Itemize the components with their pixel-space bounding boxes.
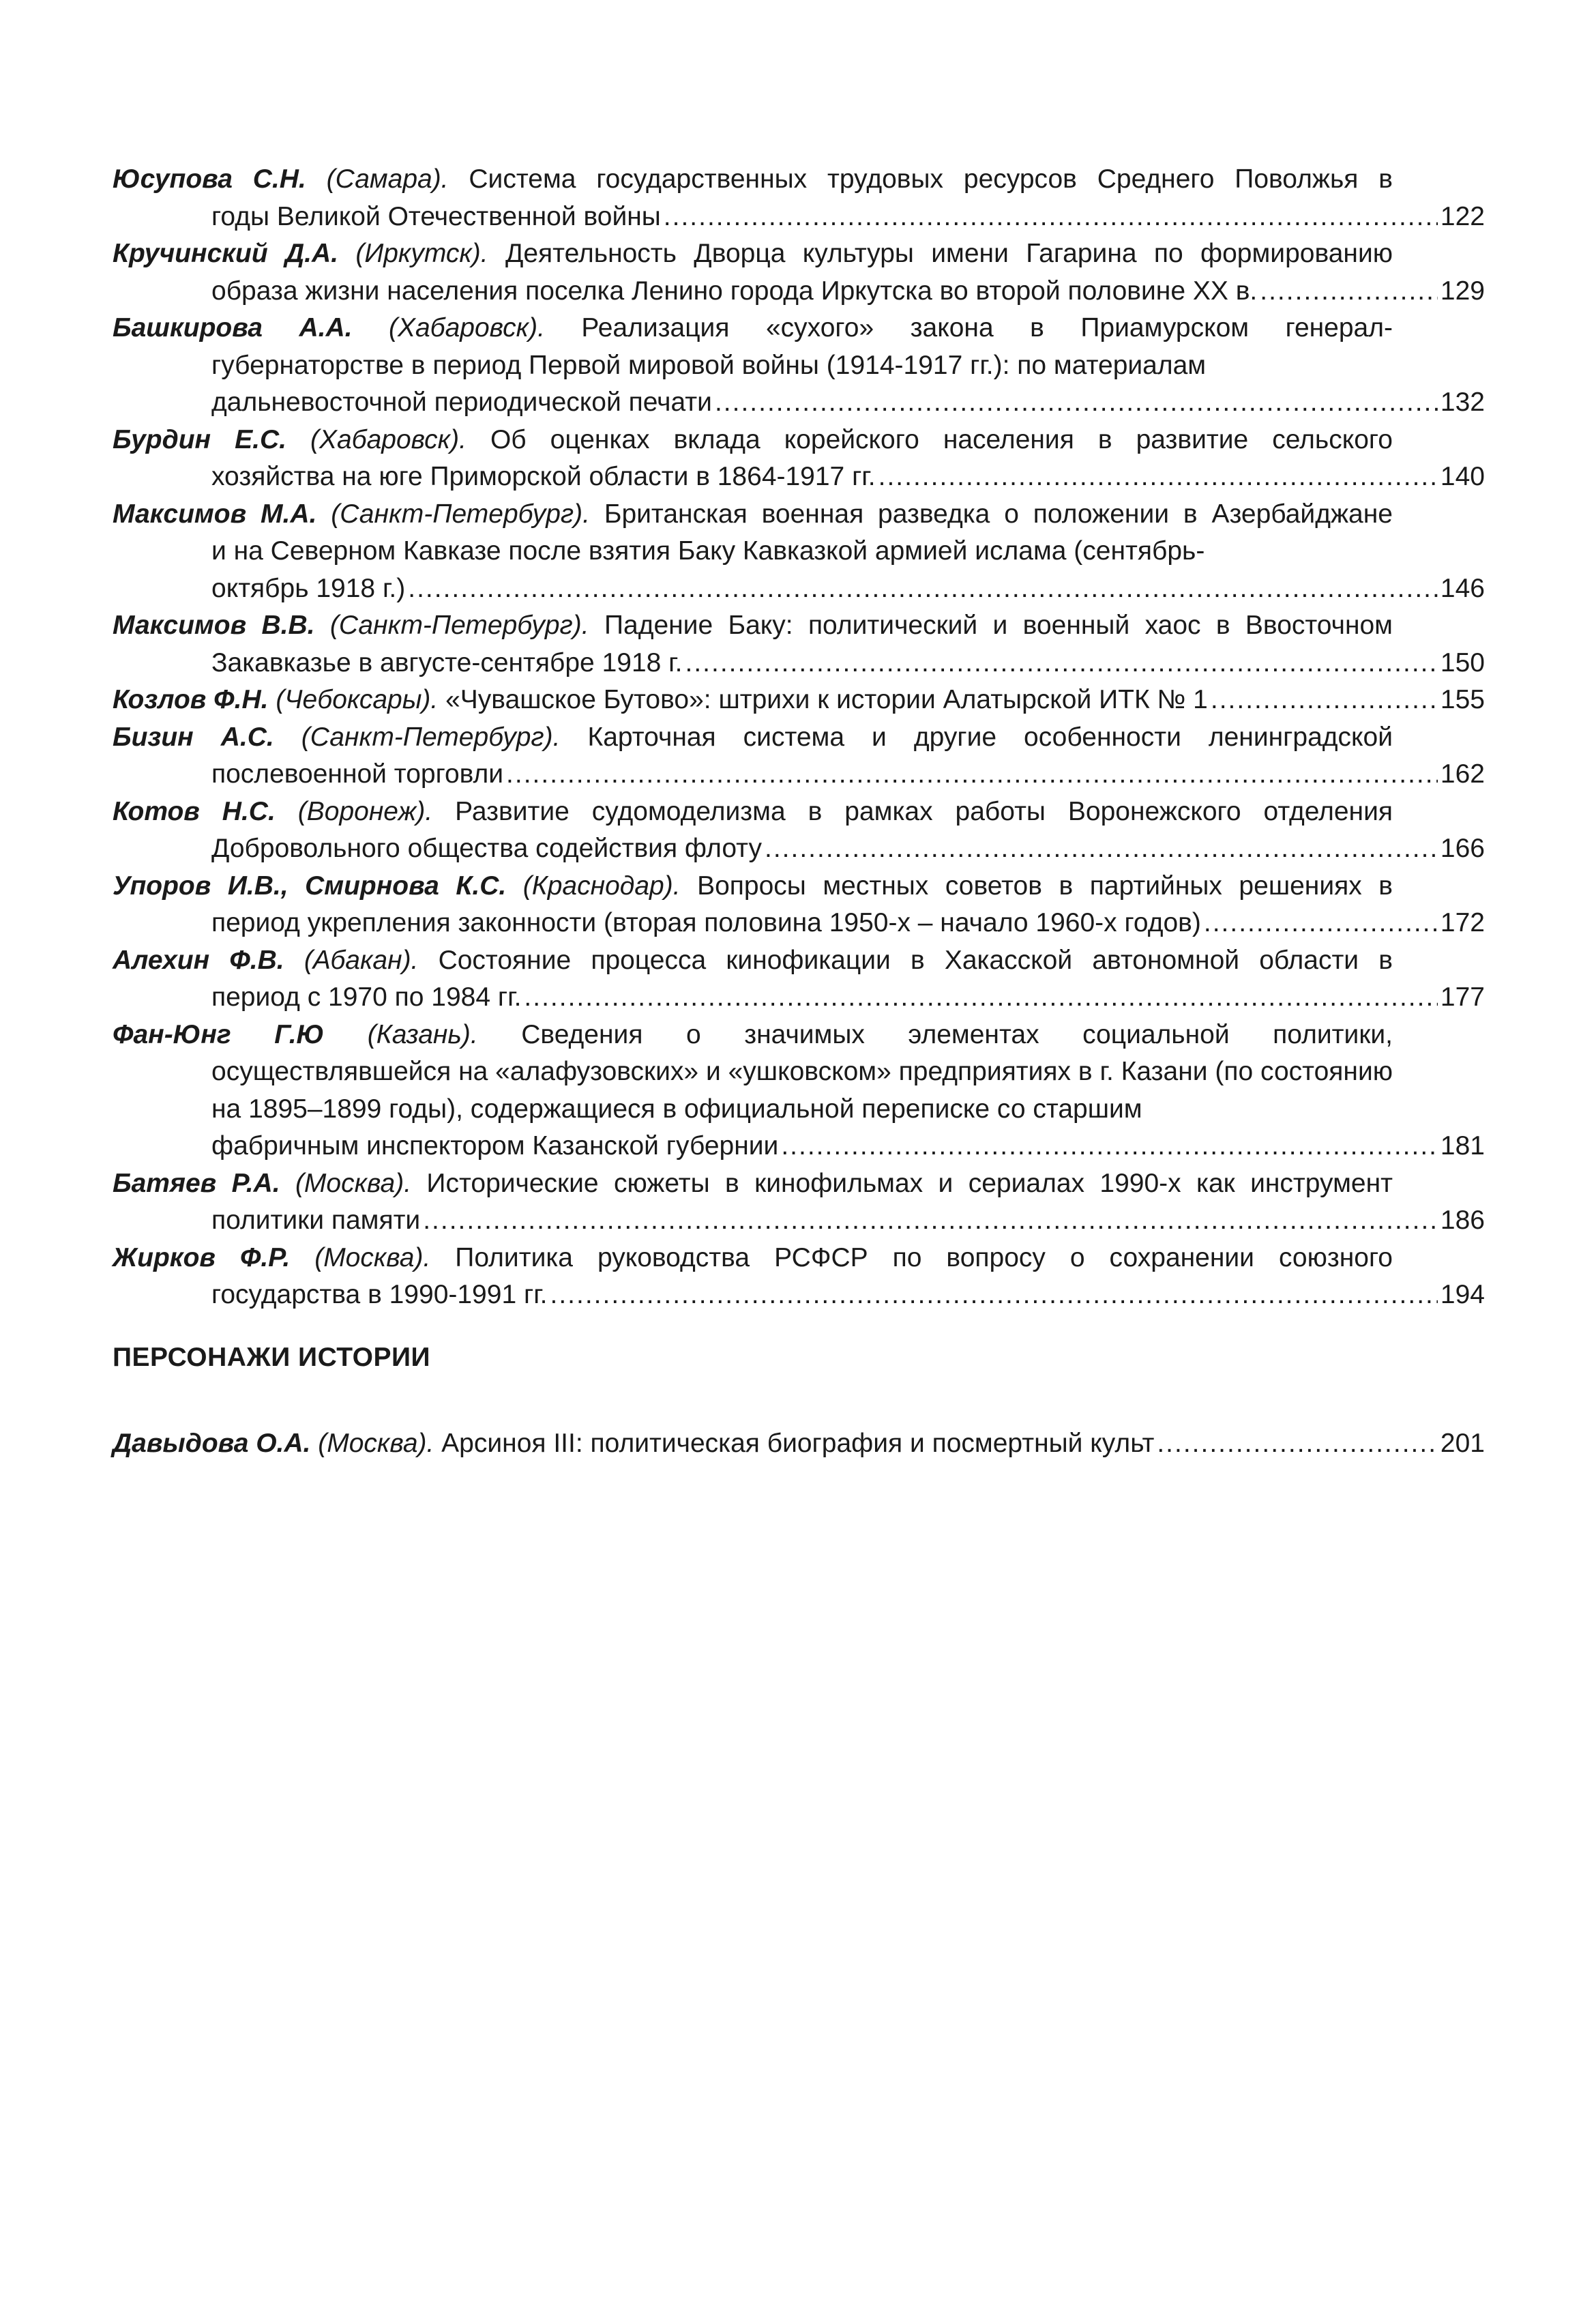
page-number: 177 [1440, 982, 1485, 1012]
toc-entry-first-line [113, 607, 1485, 645]
author-city: (Хабаровск). [310, 424, 467, 454]
article-title-end: период с 1970 по 1984 гг. [211, 982, 522, 1012]
toc-entry-first-line [113, 235, 1485, 273]
article-title: Развитие судомоделизма в рамках работы Воронежского отделения [455, 796, 1393, 826]
author-city: (Москва). [295, 1168, 412, 1198]
toc-entry-first-line [113, 868, 1485, 905]
author-city: (Чебоксары). [276, 685, 439, 714]
page-number: 172 [1440, 908, 1485, 937]
author-city: (Казань). [367, 1019, 478, 1049]
page-number: 129 [1440, 276, 1485, 306]
page-number: 181 [1440, 1131, 1485, 1161]
page-number: 201 [1440, 1429, 1485, 1458]
toc-entry [113, 868, 1485, 942]
page-number: 162 [1440, 759, 1485, 789]
author-name: Башкирова А.А. [113, 313, 353, 342]
author-name: Максимов В.В. [113, 611, 315, 640]
toc-entry [113, 310, 1485, 422]
article-title-end: октябрь 1918 г.) [211, 573, 406, 603]
article-title-end: годы Великой Отечественной войны [211, 201, 661, 231]
toc-entry [113, 719, 1485, 793]
toc-entry-first-line [113, 161, 1485, 199]
toc-entry-first-line [113, 1017, 1485, 1054]
dot-leader [1157, 1425, 1438, 1463]
toc-entry-first-line [113, 1165, 1485, 1203]
toc-entry [113, 682, 1485, 719]
article-title: Состояние процесса кинофикации в Хакасской автономной области в [438, 945, 1393, 975]
article-title: Об оценках вклада корейского населения в развитие сельского [490, 424, 1393, 454]
article-title-end: политики памяти [211, 1206, 421, 1235]
author-name: Котов Н.С. [113, 796, 276, 826]
dot-leader [408, 570, 1438, 608]
dot-leader [781, 1128, 1438, 1165]
toc-entry [113, 942, 1485, 1017]
article-title-end: Закавказье в августе-сентябре 1918 г. [211, 647, 683, 677]
toc-entry-first-line [113, 496, 1485, 534]
dot-leader [664, 199, 1438, 236]
author-city: (Иркутск). [355, 239, 488, 268]
toc-entry [113, 235, 1485, 310]
article-title-end: фабричным инспектором Казанской губернии [211, 1131, 779, 1161]
dot-leader [715, 384, 1438, 422]
article-title-end: период укрепления законности (вторая половина 1950-х – начало 1960-х годов) [211, 908, 1201, 937]
page-number: 166 [1440, 834, 1485, 863]
page-number: 140 [1440, 462, 1485, 491]
dot-leader [878, 458, 1438, 496]
toc-entry [113, 1165, 1485, 1240]
article-title: Карточная система и другие особенности ленинградской [587, 722, 1393, 752]
article-title: Реализация «сухого» закона в Приамурском генерал- [581, 313, 1393, 342]
toc-entry-first-line [113, 310, 1485, 347]
toc-entry-first-line [113, 1240, 1485, 1277]
article-title-end: дальневосточной периодической печати [211, 388, 712, 417]
toc-entry-text [113, 1425, 1154, 1463]
author-name: Бизин А.С. [113, 722, 274, 752]
toc-entry [113, 1425, 1485, 1463]
dot-leader [550, 1277, 1438, 1314]
article-title: «Чувашское Бутово»: штрихи к истории Алатырской ИТК № 1 [445, 685, 1208, 714]
dot-leader [524, 979, 1438, 1017]
page-number: 155 [1440, 685, 1485, 714]
page-number: 186 [1440, 1206, 1485, 1235]
toc-entry [113, 161, 1485, 235]
dot-leader [423, 1202, 1438, 1240]
article-title: Падение Баку: политический и военный хаос в Ввосточном [604, 611, 1393, 640]
page-number: 194 [1440, 1280, 1485, 1309]
toc-entry-text [113, 682, 1208, 719]
author-city: (Санкт-Петербург). [301, 722, 561, 752]
page-number: 122 [1440, 201, 1485, 231]
author-city: (Москва). [314, 1242, 431, 1272]
author-name: Козлов Ф.Н. [113, 685, 269, 714]
author-name: Фан-Юнг Г.Ю [113, 1019, 325, 1049]
author-name: Давыдова О.А. [113, 1429, 311, 1458]
author-city: (Москва). [318, 1429, 434, 1458]
article-title-end: хозяйства на юге Приморской области в 1864-1917 гг. [211, 462, 876, 491]
article-title: Политика руководства РСФСР по вопросу о сохранении союзного [455, 1242, 1393, 1272]
page-number: 150 [1440, 647, 1485, 677]
page-number: 146 [1440, 573, 1485, 603]
article-title-continued: осуществлявшейся на «алафузовских» и «ушковском» предприятиях в г. Казани (по состоянию на 1895–1899 годы), содержащиеся в официальной переписке со старшим [211, 1057, 1393, 1124]
dot-leader [506, 756, 1438, 793]
article-title-end: государства в 1990-1991 гг. [211, 1280, 548, 1309]
author-city: (Абакан). [304, 945, 419, 975]
author-name: Алехин Ф.В. [113, 945, 284, 975]
article-title: Вопросы местных советов в партийных решениях в [697, 871, 1393, 901]
dot-leader [1211, 682, 1438, 719]
dot-leader [1204, 905, 1438, 942]
article-title: Система государственных трудовых ресурсов Среднего Поволжья в [469, 164, 1393, 194]
article-title: Исторические сюжеты в кинофильмах и сериалах 1990-х как инструмент [426, 1168, 1393, 1198]
toc-entry-first-line [113, 793, 1485, 831]
author-city: (Воронеж). [297, 796, 433, 826]
toc-entry-first-line [113, 719, 1485, 757]
author-city: (Хабаровск). [388, 313, 545, 342]
author-city: (Самара). [326, 164, 449, 194]
author-name: Батяев Р.А. [113, 1168, 280, 1198]
section-title: ПЕРСОНАЖИ ИСТОРИИ [113, 1343, 431, 1372]
article-title-end: послевоенной торговли [211, 759, 504, 789]
author-name: Юсупова С.Н. [113, 164, 306, 194]
article-title: Британская военная разведка о положении в Азербайджане [604, 499, 1393, 529]
toc-entry [113, 607, 1485, 682]
toc-entry [113, 496, 1485, 608]
article-title: Деятельность Дворца культуры имени Гагарина по формированию [505, 239, 1393, 268]
article-title: Сведения о значимых элементах социальной политики, [521, 1019, 1393, 1049]
author-city: (Краснодар). [522, 871, 681, 901]
article-title-continued: губернаторстве в период Первой мировой войны (1914-1917 гг.): по материалам [211, 350, 1207, 380]
page-number: 132 [1440, 388, 1485, 417]
toc-entry-first-line [113, 942, 1485, 980]
toc-entry [113, 1240, 1485, 1314]
article-title-end: образа жизни населения поселка Ленино города Иркутска во второй половине XX в. [211, 276, 1258, 306]
table-of-contents [113, 161, 1485, 1314]
author-name: Жирков Ф.Р. [113, 1242, 291, 1272]
author-city: (Санкт-Петербург). [331, 499, 590, 529]
dot-leader [765, 830, 1438, 868]
author-name: Упоров И.В., Смирнова К.С. [113, 871, 507, 901]
toc-entry [113, 422, 1485, 496]
dot-leader [1260, 273, 1438, 310]
toc-entry [113, 793, 1485, 868]
article-title-continued: и на Северном Кавказе после взятия Баку Кавказкой армией ислама (сентябрь- [211, 536, 1205, 566]
author-name: Бурдин Е.С. [113, 424, 286, 454]
author-name: Кручинский Д.А. [113, 239, 339, 268]
article-title-end: Добровольного общества содействия флоту [211, 834, 762, 863]
dot-leader [685, 645, 1437, 682]
article-title: Арсиноя III: политическая биография и посмертный культ [441, 1429, 1155, 1458]
toc-entry-first-line [113, 422, 1485, 459]
author-city: (Санкт-Петербург). [329, 611, 589, 640]
author-name: Максимов М.А. [113, 499, 317, 529]
toc-entry [113, 1017, 1485, 1165]
